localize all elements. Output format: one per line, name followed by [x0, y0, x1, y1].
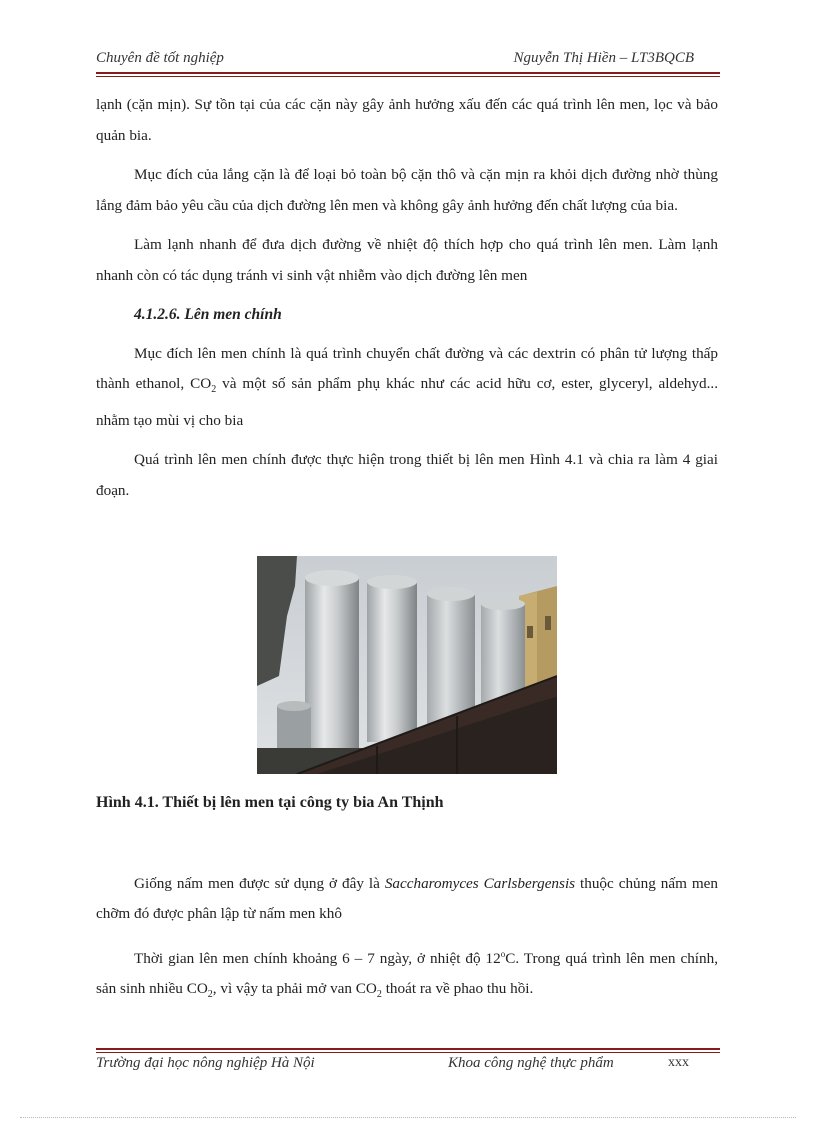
- header-left-text: Chuyên đề tốt nghiệp: [96, 50, 224, 66]
- p7-text-a: Thời gian lên men chính khoảng 6 – 7 ngày, ở nhiệt độ 12: [134, 949, 501, 967]
- paragraph-3: Làm lạnh nhanh để đưa dịch đường về nhiệt độ thích hợp cho quá trình lên men. Làm lạnh nhanh còn có tác dụng tránh vi sinh vật nhiễm vào dịch đường lên men: [96, 236, 718, 284]
- paragraph-4: [96, 339, 718, 437]
- footer-rule: [96, 1048, 720, 1053]
- header-rule: [96, 72, 720, 77]
- p6-species-name: Saccharomyces Carlsbergensis: [384, 874, 576, 892]
- page-bottom-divider: [20, 1117, 796, 1118]
- paragraph-1: lạnh (cặn mịn). Sự tồn tại của các cặn này gây ảnh hưởng xấu đến các quá trình lên men, lọc và bảo quản bia.: [96, 96, 718, 144]
- p4-text-a: Mục đích lên men chính là quá trình chuyển chất đường và các dextrin có phân tử lượng thấp thành ethanol, CO: [96, 344, 718, 392]
- p7-degree-sup: o: [500, 948, 506, 959]
- page-footer: [96, 1055, 720, 1075]
- paragraph-7: [96, 939, 718, 1011]
- p7-text-d: thoát ra về phao thu hồi.: [381, 980, 534, 998]
- page-number: xxx: [668, 1055, 689, 1070]
- p4-subscript: 2: [211, 384, 217, 396]
- p6-text-a: Giống nấm men được sử dụng ở đây là: [134, 874, 385, 892]
- p6-text-b: thuộc chủng nấm men chỡm đó được phân lập từ nấm men khô: [96, 874, 719, 923]
- footer-left-text: Trường đại học nông nghiệp Hà Nội: [96, 1055, 315, 1071]
- figure-caption: Hình 4.1. Thiết bị lên men tại công ty bia An Thịnh: [96, 794, 444, 812]
- p7-text-c: , vì vậy ta phải mở van CO: [212, 980, 377, 998]
- paragraph-6: [96, 869, 718, 930]
- p7-subscript-1: 2: [207, 989, 213, 1001]
- paragraph-2: Mục đích của lắng cặn là để loại bỏ toàn bộ cặn thô và cặn mịn ra khỏi dịch đường nhờ thùng lắng đảm bảo yêu cầu của dịch đường lên men và không gây ảnh hưởng đến chất lượng của bia.: [96, 166, 718, 214]
- footer-middle-text: Khoa công nghệ thực phẩm: [448, 1055, 614, 1071]
- p7-subscript-2: 2: [376, 989, 382, 1001]
- section-heading: 4.1.2.6. Lên men chính: [134, 306, 282, 323]
- fermentation-tanks-photo: [257, 556, 557, 774]
- page-body: [96, 90, 718, 1020]
- header-right-text: Nguyễn Thị Hiền – LT3BQCB: [513, 50, 694, 66]
- p4-text-b: và một số sản phẩm phụ khác như các acid hữu cơ, ester, glyceryl, aldehyd... nhằm tạo mùi vị cho bia: [96, 375, 718, 429]
- p7-text-b: C. Trong quá trình lên men chính, sản sinh nhiều CO: [96, 949, 719, 998]
- paragraph-5: Quá trình lên men chính được thực hiện trong thiết bị lên men Hình 4.1 và chia ra làm 4 giai đoạn.: [96, 451, 718, 499]
- page-header: [96, 50, 720, 70]
